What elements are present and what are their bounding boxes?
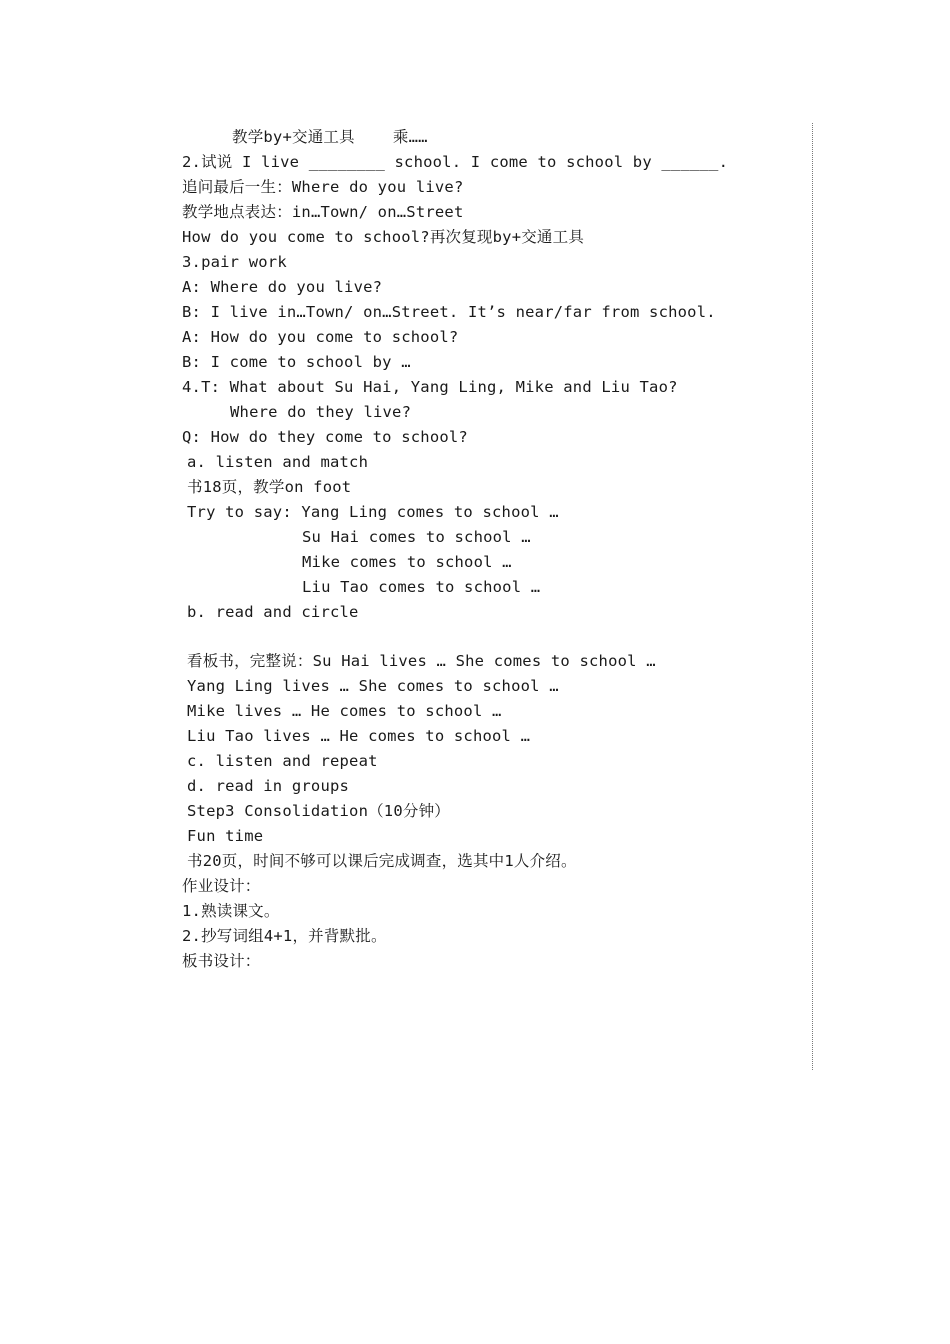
text-line-fun-time: Fun time [187,827,264,845]
text-line-mike-lives: Mike lives … He comes to school … [187,702,502,720]
dialogue-line-a2: A: How do you come to school? [182,328,459,346]
text-line-what-about: 4.T: What about Su Hai, Yang Ling, Mike and Liu Tao? [182,378,678,396]
text-line-how-come-school: How do you come to school?再次复现by+交通工具 [182,228,585,246]
text-line-pair-work: 3.pair work [182,253,287,271]
heading-homework-design: 作业设计： [182,877,261,895]
text-line-teach-location: 教学地点表达：in…Town/ on…Street [182,203,464,221]
dialogue-line-b1: B: I live in…Town/ on…Street. It’s near/far from school. [182,303,716,321]
text-line-book-page-20: 书20页，时间不够可以课后完成调查，选其中1人介绍。 [187,852,577,870]
text-line-yang-ling-lives: Yang Ling lives … She comes to school … [187,677,559,695]
text-line-homework-2: 2.抄写词组4+1，并背默批。 [182,927,387,945]
text-line-book-page-18: 书18页，教学on foot [187,478,352,496]
text-line-question: Q: How do they come to school? [182,428,468,446]
dialogue-line-a1: A: Where do you live? [182,278,383,296]
text-line-su-hai: Su Hai comes to school … [302,528,531,546]
text-line-liu-tao-lives: Liu Tao lives … He comes to school … [187,727,531,745]
text-line-listen-match: a. listen and match [187,453,369,471]
text-line-try-say: 2.试说 I live ________ school. I come to school by ______. [182,153,729,171]
text-line-liu-tao: Liu Tao comes to school … [302,578,541,596]
blank-line [182,625,802,649]
text-line-listen-repeat: c. listen and repeat [187,752,378,770]
dialogue-line-b2: B: I come to school by … [182,353,411,371]
text-line-step3: Step3 Consolidation（10分钟） [187,802,450,820]
text-line-read-circle: b. read and circle [187,603,359,621]
text-line-read-groups: d. read in groups [187,777,350,795]
text-line-ask-last-student: 追问最后一生：Where do you live? [182,178,464,196]
page-border-dotted [812,123,813,1070]
text-line-teach-by-transport: 教学by+交通工具 乘…… [232,128,428,146]
text-line-where-they-live: Where do they live? [230,403,412,421]
text-line-try-to-say: Try to say: Yang Ling comes to school … [187,503,559,521]
text-line-homework-1: 1.熟读课文。 [182,902,280,920]
text-line-mike: Mike comes to school … [302,553,512,571]
heading-board-design: 板书设计： [182,952,261,970]
lesson-plan-body [182,125,802,974]
text-line-look-board: 看板书，完整说：Su Hai lives … She comes to school … [187,652,656,670]
